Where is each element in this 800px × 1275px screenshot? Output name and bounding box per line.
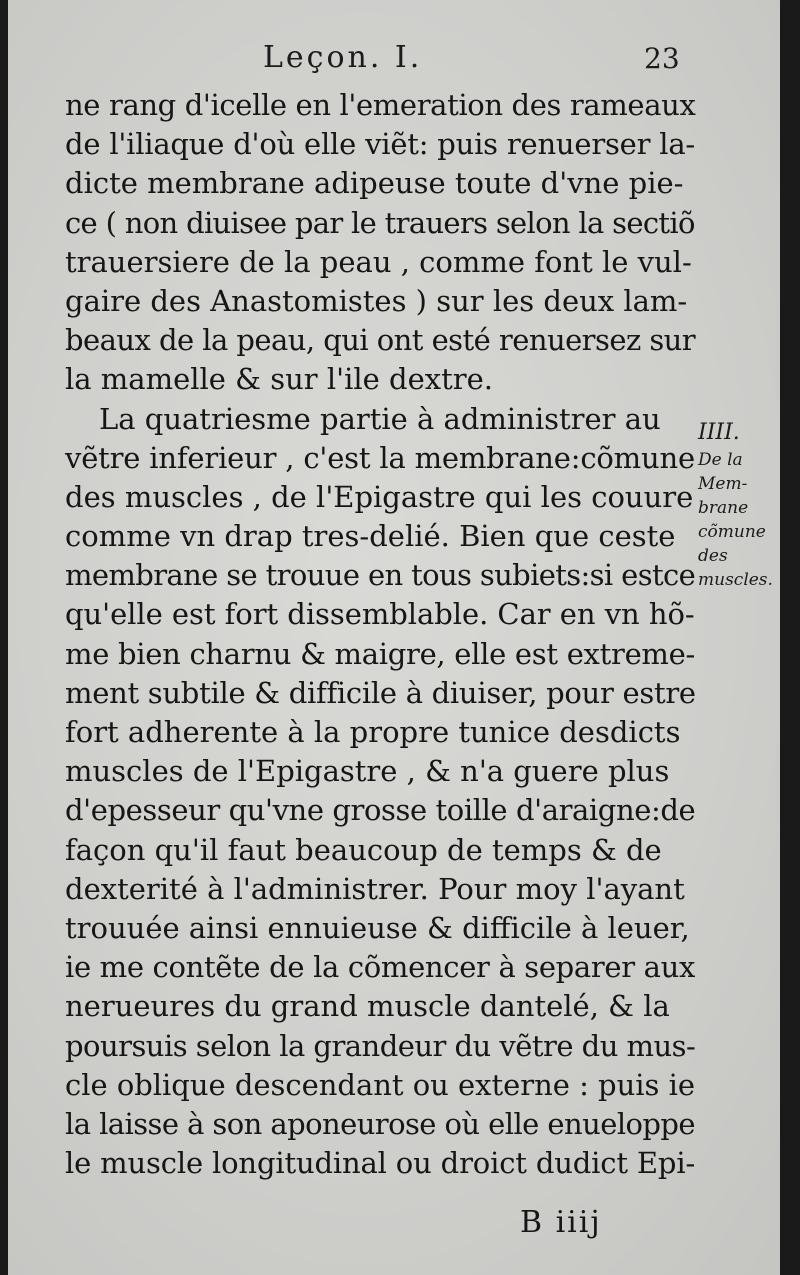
margin-note-line: IIII. [698,420,740,445]
margin-note-line: Mem- [698,474,748,494]
text-line: le muscle longitudinal ou droict dudict Epi- [65,1146,696,1181]
text-line: fort adherente à la propre tunice desdicts [65,715,681,749]
text-line: muscles de l'Epigastre , & n'a guere plus [65,754,670,789]
text-line: façon qu'il faut beaucoup de temps & de [65,832,662,867]
text-line: ce ( non diuisee par le trauers selon la sectiõ [65,205,695,240]
margin-note-line: muscles. [698,570,773,590]
text-line: me bien charnu & maigre, elle est extreme- [65,636,696,671]
text-line: poursuis selon la grandeur du vẽtre du mus- [65,1028,696,1063]
text-line: cle oblique descendant ou externe : puis ie [65,1067,695,1102]
text-line: gaire des Anastomistes ) sur les deux lam- [65,283,688,318]
text-line: ie me contẽte de la cõmencer à separer aux [65,950,695,985]
text-line: ment subtile & difficile à diuiser, pour estre [65,675,696,710]
margin-note-line: cõmune [698,522,766,542]
text-line: qu'elle est fort dissemblable. Car en vn hõ- [65,597,695,632]
text-line: trauersiere de la peau , comme font le vul- [65,244,692,279]
margin-note-line: des [698,546,728,566]
text-line: membrane se trouue en tous subiets:si estce [65,558,696,593]
text-line: vẽtre inferieur , c'est la membrane:cõmune [65,440,695,475]
running-title: Leçon. I. [263,40,423,75]
text-line: comme vn drap tres-delié. Bien que ceste [65,519,676,554]
text-line: beaux de la peau, qui ont esté renuersez sur [65,323,696,358]
text-line: La quatriesme partie à administrer au [99,401,661,436]
page-edge-shadow [780,0,794,1275]
margin-note [698,418,783,592]
text-line: trouuée ainsi ennuieuse & difficile à leuer, [65,910,690,945]
text-line: nerueures du grand muscle dantelé, & la [65,989,670,1024]
text-line: dicte membrane adipeuse toute d'vne pie- [65,166,684,201]
text-line: des muscles , de l'Epigastre qui les couure [65,479,694,514]
margin-note-line: De la [698,450,743,470]
page-number: 23 [644,42,680,75]
text-line: de l'iliaque d'où elle viẽt: puis renuerser la- [65,127,696,162]
signature-mark: B iiij [520,1205,602,1240]
text-line: dexterité à l'administrer. Pour moy l'ayant [65,871,685,906]
body-text [65,86,695,1183]
text-line: la laisse à son aponeurose où elle enueloppe [65,1106,695,1141]
text-line: d'epesseur qu'vne grosse toille d'araigne:de [65,793,696,828]
margin-note-line: brane [698,498,749,518]
text-line: ne rang d'icelle en l'emeration des rameaux [65,88,696,122]
book-page [8,0,794,1275]
text-line: la mamelle & sur l'ile dextre. [65,362,493,397]
